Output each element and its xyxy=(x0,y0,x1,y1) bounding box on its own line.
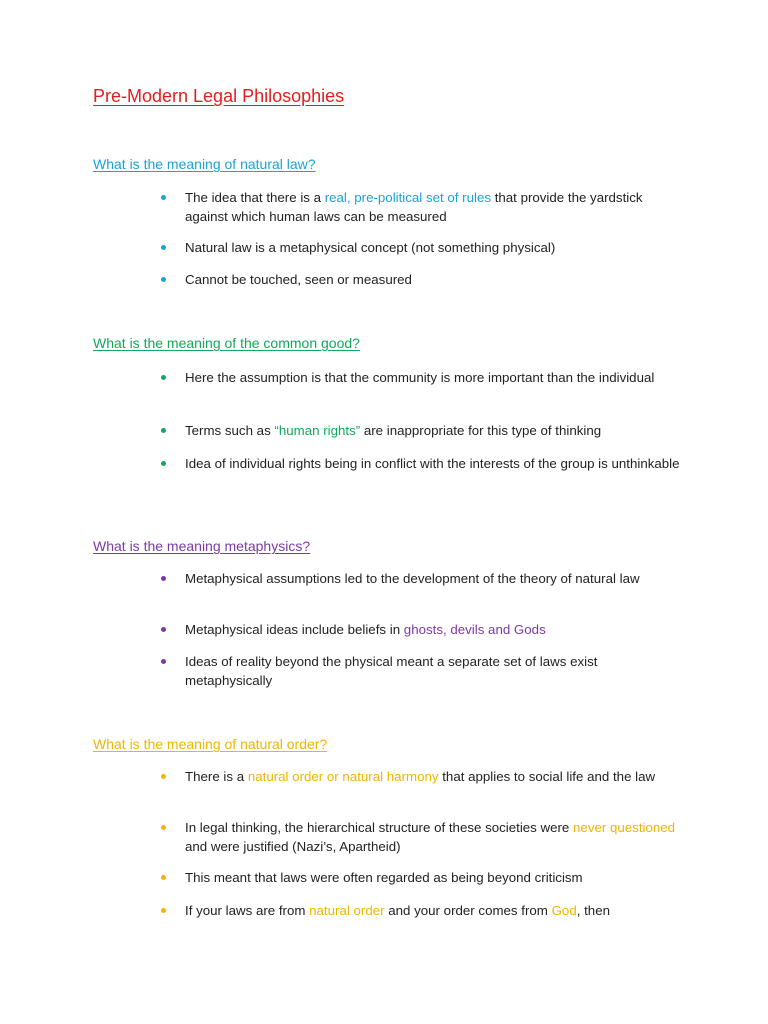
list-item: Natural law is a metaphysical concept (not something physical) xyxy=(185,238,680,257)
section-heading-metaphysics: What is the meaning metaphysics? xyxy=(93,538,311,554)
highlight-text: never questioned xyxy=(573,820,676,835)
highlight-text: natural order or natural harmony xyxy=(247,769,439,784)
bullet-icon xyxy=(161,375,166,380)
list-item: Ideas of reality beyond the physical meant a separate set of laws exist metaphysically xyxy=(185,652,680,690)
bullet-icon xyxy=(161,825,166,830)
section-heading-natural-law: What is the meaning of natural law? xyxy=(93,156,316,172)
bullet-icon xyxy=(161,875,166,880)
list-item: The idea that there is a real, pre-political set of rules that provide the yardstick against which human laws can be measured xyxy=(185,188,680,226)
bullet-icon xyxy=(161,908,166,913)
list-item: Metaphysical ideas include beliefs in ghosts, devils and Gods xyxy=(185,620,680,639)
highlight-text: God xyxy=(551,903,577,918)
bullet-icon xyxy=(161,461,166,466)
page-title: Pre-Modern Legal Philosophies xyxy=(93,86,345,106)
list-item: This meant that laws were often regarded as being beyond criticism xyxy=(185,868,680,887)
list-item: If your laws are from natural order and your order comes from God, then xyxy=(185,901,680,920)
list-item: Here the assumption is that the community is more important than the individual xyxy=(185,368,680,387)
bullet-icon xyxy=(161,627,166,632)
highlight-text: ghosts, devils and Gods xyxy=(403,622,546,637)
section-heading-common-good: What is the meaning of the common good? xyxy=(93,335,360,351)
list-item: Cannot be touched, seen or measured xyxy=(185,270,680,289)
bullet-icon xyxy=(161,277,166,282)
bullet-icon xyxy=(161,576,166,581)
list-item: In legal thinking, the hierarchical structure of these societies were never questioned and were justified (Nazi’s, Apartheid) xyxy=(185,818,680,856)
list-item: Metaphysical assumptions led to the development of the theory of natural law xyxy=(185,569,680,588)
list-item: Idea of individual rights being in conflict with the interests of the group is unthinkable xyxy=(185,454,680,473)
bullet-icon xyxy=(161,245,166,250)
bullet-icon xyxy=(161,659,166,664)
highlight-text: “human rights” xyxy=(274,423,361,438)
bullet-icon xyxy=(161,774,166,779)
section-heading-natural-order: What is the meaning of natural order? xyxy=(93,736,328,752)
bullet-icon xyxy=(161,428,166,433)
list-item: There is a natural order or natural harmony that applies to social life and the law xyxy=(185,767,680,786)
bullet-icon xyxy=(161,195,166,200)
list-item: Terms such as “human rights” are inappropriate for this type of thinking xyxy=(185,421,680,440)
highlight-text: real, pre-political set of rules xyxy=(324,190,491,205)
highlight-text: natural order xyxy=(309,903,385,918)
